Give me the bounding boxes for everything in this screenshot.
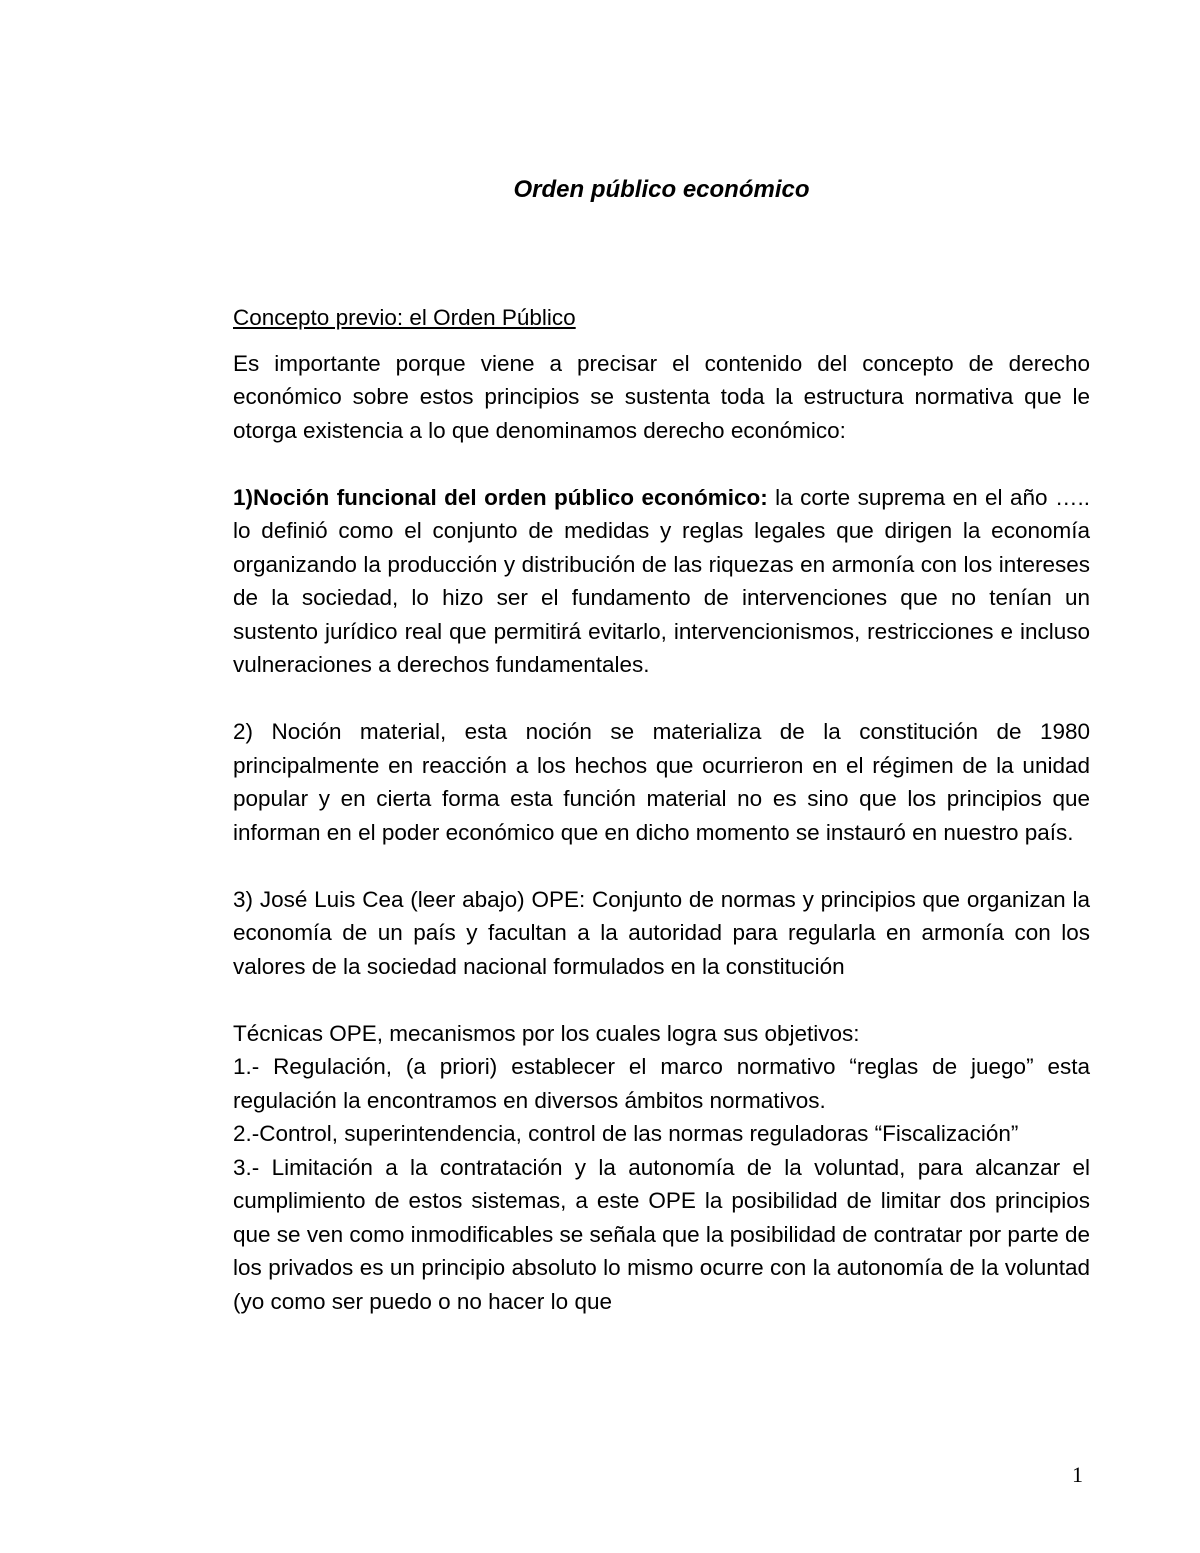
point-3-paragraph: 3) José Luis Cea (leer abajo) OPE: Conjunto de normas y principios que organizan la economía de un país y facultan a la autoridad para regularla en armonía con los valores de la sociedad nacional formulados en la constitución — [233, 886, 1090, 979]
techniques-intro: Técnicas OPE, mecanismos por los cuales logra sus objetivos: — [233, 1020, 860, 1046]
paragraph-spacer — [233, 447, 1090, 481]
paragraph-spacer — [233, 682, 1090, 716]
technique-1: 1.- Regulación, (a priori) establecer el marco normativo “reglas de juego” esta regulación la encontramos en diversos ámbitos normativos. — [233, 1054, 1090, 1113]
document-body — [233, 172, 1090, 1318]
technique-3: 3.- Limitación a la contratación y la autonomía de la voluntad, para alcanzar el cumplimiento de estos sistemas, a este OPE la posibilidad de limitar dos principios que se ven como inmodificables se señala que la posibilidad de contratar por parte de los privados es un principio absoluto lo mismo ocurre con la autonomía de la voluntad (yo como ser puedo o no hacer lo que — [233, 1154, 1090, 1314]
section-heading: Concepto previo: el Orden Público — [233, 305, 576, 330]
document-title: Orden público económico — [513, 176, 810, 203]
paragraph-spacer — [233, 983, 1090, 1017]
point-1-text: la corte suprema en el año ….. lo definió como el conjunto de medidas y reglas legales que dirigen la economía organizando la producción y distribución de las riquezas en armonía con los intereses de la sociedad, lo hizo ser el fundamento de intervenciones que no tenían un sustento jurídico real que permitirá evitarlo, intervencionismos, restricciones e incluso vulneraciones a derechos fundamentales. — [233, 484, 1090, 677]
paragraph-spacer — [233, 849, 1090, 883]
point-1-paragraph — [233, 481, 1090, 682]
technique-2: 2.-Control, superintendencia, control de las normas reguladoras “Fiscalización” — [233, 1121, 1019, 1146]
page-number: 1 — [1072, 1462, 1083, 1487]
point-1-label: 1)Noción funcional del orden público económico: — [233, 484, 768, 510]
point-2-paragraph: 2) Noción material, esta noción se materializa de la constitución de 1980 principalmente en reacción a los hechos que ocurrieron en el régimen de la unidad popular y en cierta forma esta función material no es sino que los principios que informan en el poder económico que en dicho momento se instauró en nuestro país. — [233, 719, 1090, 845]
intro-paragraph: Es importante porque viene a precisar el contenido del concepto de derecho económico sobre estos principios se sustenta toda la estructura normativa que le otorga existencia a lo que denominamos derecho económico: — [233, 350, 1090, 443]
